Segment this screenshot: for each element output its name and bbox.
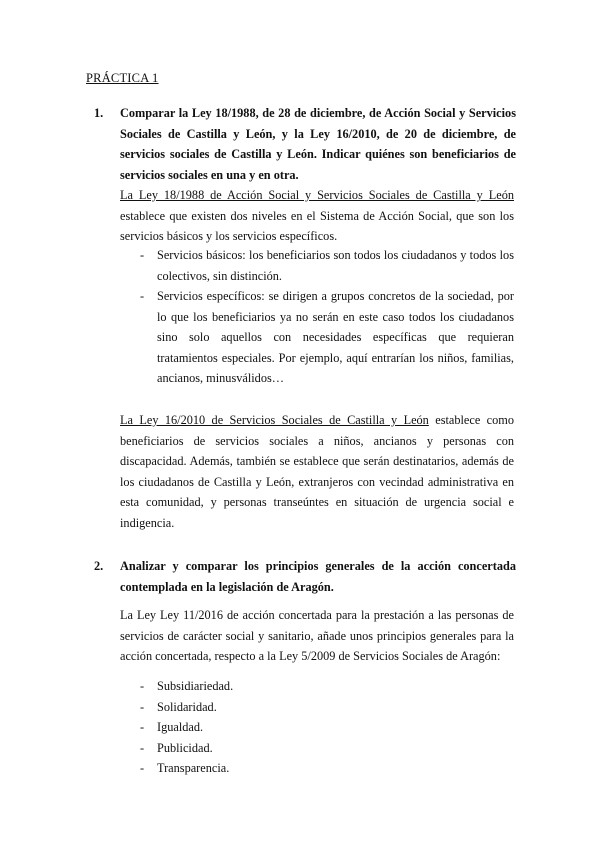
list-item-text: Subsidiariedad. [157,679,234,693]
list-item [120,758,514,779]
dash-marker: - [140,248,145,262]
paragraph-ley-11-2016 [120,605,514,667]
bullet-list-servicios [120,245,514,389]
page-title: PRÁCTICA 1 [86,71,159,85]
question-2 [96,556,516,597]
list-item [120,738,514,759]
question-1 [96,103,516,185]
bullet-list-principios [120,676,514,779]
law-reference-18-1988: La Ley 18/1988 de Acción Social y Servicios Sociales de Castilla y León [120,188,514,202]
list-item-text: Transparencia. [157,761,230,775]
dash-marker: - [140,740,145,755]
paragraph-2-rest: establece como beneficiarios de servicios sociales a niños, ancianos y personas con discapacidad. Además, también se establece que serán destinatarios, además de los ciudadanos de Castilla y León, extranjeros con vecindad administrativa en esta comunidad, y personas transeúntes en situación de urgencia social e indigencia. [120,413,514,530]
dash-marker: - [140,720,145,734]
list-item [120,697,514,718]
list-item-text: Solidaridad. [157,699,217,714]
question-2-text: Analizar y comparar los principios generales de la acción concertada contemplada en la legislación de Aragón. [120,559,516,594]
paragraph-ley-16-2010 [120,410,514,533]
list-item-text: Publicidad. [157,740,213,755]
list-item [120,676,514,697]
list-item [120,717,514,738]
list-item-text: Servicios básicos: los beneficiarios son todos los ciudadanos y todos los colectivos, sin distinción. [157,248,514,283]
paragraph-ley-18-1988 [120,185,514,247]
paragraph-1-rest: establece que existen dos niveles en el Sistema de Acción Social, que son los servicios básicos y los servicios específicos. [120,208,514,243]
question-1-text: Comparar la Ley 18/1988, de 28 de diciembre, de Acción Social y Servicios Sociales de Castilla y León, y la Ley 16/2010, de 20 de diciembre, de servicios sociales de Castilla y León. Indicar quiénes son beneficiarios de servicios sociales en una y en otra. [120,106,516,182]
question-1-number: 1. [94,106,104,120]
list-item-text: Igualdad. [157,720,204,734]
dash-marker: - [140,761,145,775]
dash-marker: - [140,289,145,303]
list-item-text: Servicios específicos: se dirigen a grupos concretos de la sociedad, por lo que los beneficiarios ya no serán en este caso todos los ciudadanos sino solo aquellos con necesidades específicas que requieran tratamientos especiales. Por ejemplo, aquí entrarían los niños, familias, ancianos, minusválidos… [157,289,514,385]
list-item [120,245,514,286]
law-reference-16-2010: La Ley 16/2010 de Servicios Sociales de Castilla y León [120,413,429,427]
dash-marker: - [140,699,145,714]
list-item [120,286,514,389]
paragraph-3-text: La Ley Ley 11/2016 de acción concertada para la prestación a las personas de servicios de carácter social y sanitario, añade unos principios generales para la acción concertada, respecto a la Ley 5/2009 de Servicios Sociales de Aragón: [120,608,514,663]
question-2-number: 2. [94,559,104,573]
dash-marker: - [140,679,145,693]
